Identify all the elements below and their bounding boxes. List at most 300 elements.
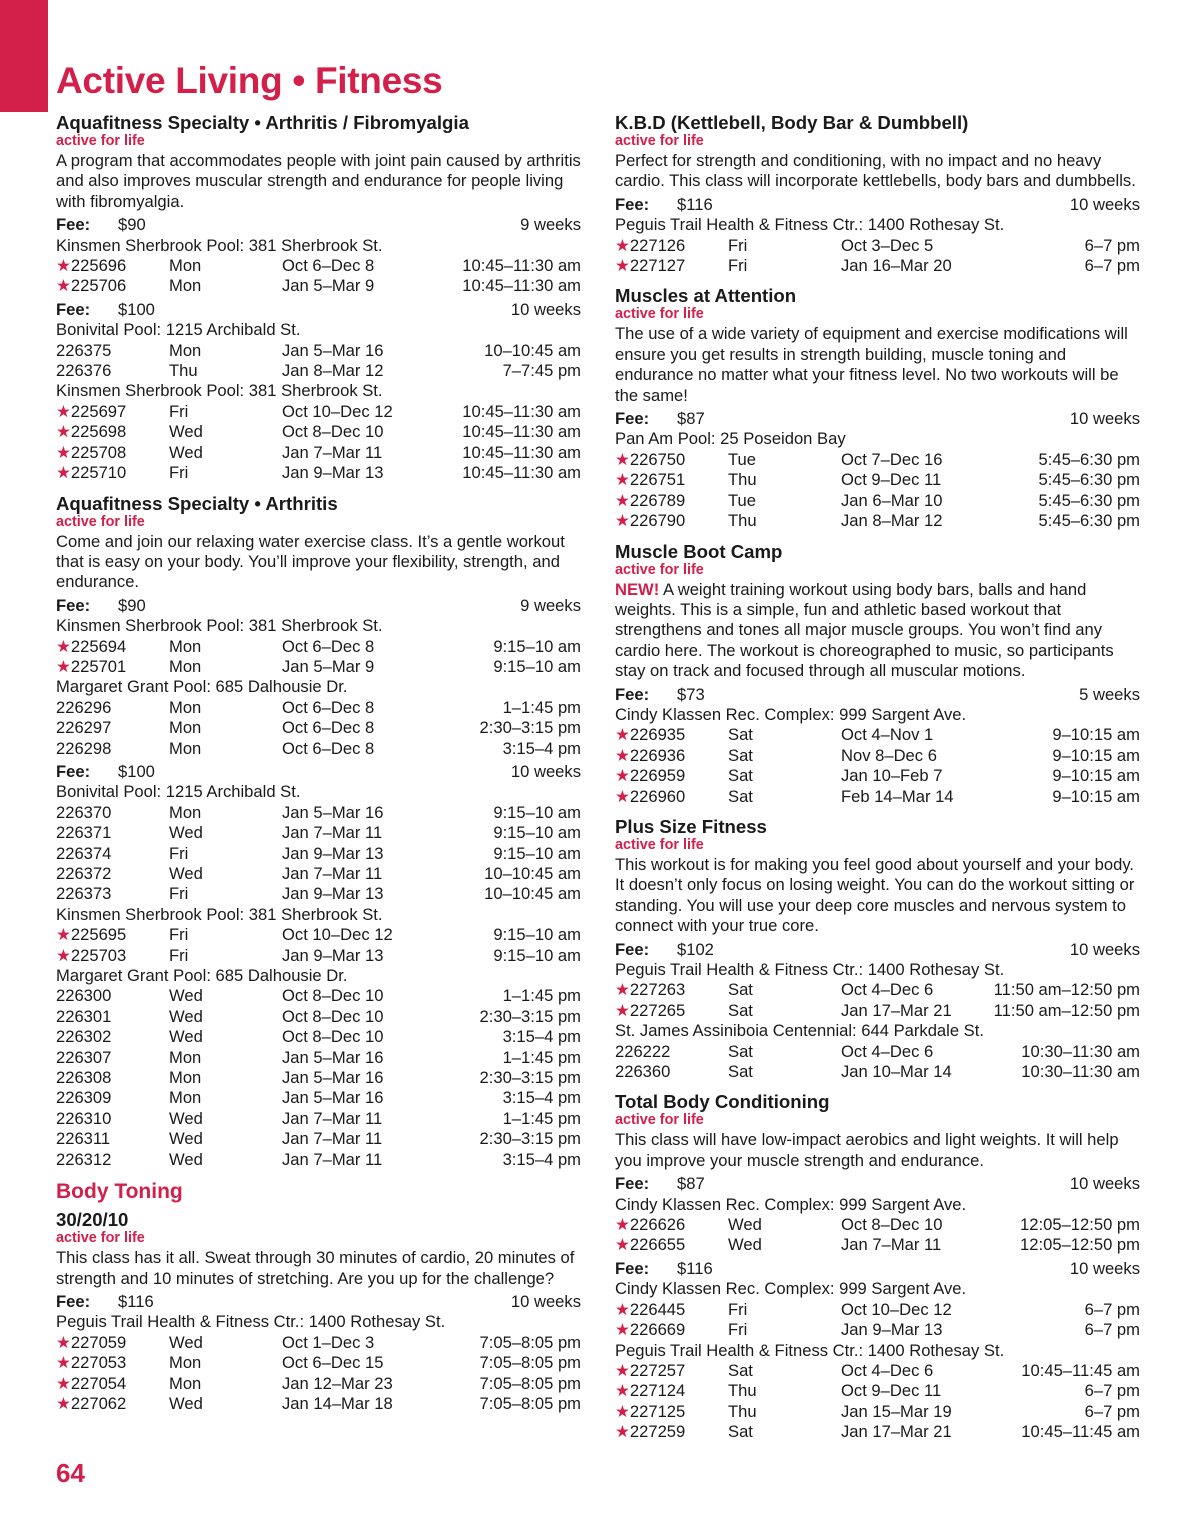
star-icon: ★ [56,925,71,945]
fee-amount: $90 [118,595,146,615]
dates: Jan 8–Mar 12 [841,511,943,531]
fee-row [56,215,581,235]
duration: 10 weeks [1069,409,1140,429]
session-row [615,450,1140,470]
time: 9:15–10 am [493,823,581,843]
dates: Oct 6–Dec 8 [282,256,375,276]
session-row [56,256,581,276]
active-for-life-tag: active for life [615,836,704,853]
day: Wed [169,1332,203,1352]
fee-amount: $90 [118,215,146,235]
time: 7:05–8:05 pm [479,1393,581,1413]
session-row [615,787,1140,807]
code-number: 225695 [70,925,127,945]
course-title: Muscles at Attention [615,285,797,307]
code-number: 226302 [56,1027,112,1047]
course-code [615,980,728,1000]
session-row [56,402,581,422]
dates: Oct 4–Dec 6 [841,980,934,1000]
course-description [56,1248,581,1289]
location-name: Margaret Grant Pool: 685 Dalhousie Dr. [56,966,348,986]
time: 6–7 pm [1084,1401,1140,1421]
session-row [56,276,581,296]
course-code [56,884,169,904]
new-badge: NEW! [615,579,660,599]
dates: Jan 9–Mar 13 [841,1320,943,1340]
fee-amount: $87 [677,409,705,429]
dates: Jan 5–Mar 16 [282,802,384,822]
location-name: Peguis Trail Health & Fitness Ctr.: 1400 Rothesay St. [615,215,1005,235]
duration: 10 weeks [1069,1258,1140,1278]
location-name: Kinsmen Sherbrook Pool: 381 Sherbrook St. [56,381,383,401]
location-name: Bonivital Pool: 1215 Archibald St. [56,320,301,340]
course-description [615,151,1140,192]
duration: 5 weeks [1079,684,1140,704]
course-block [56,112,581,484]
fee-info [56,762,155,782]
time: 11:50 am–12:50 pm [993,1000,1140,1020]
day: Thu [728,1401,757,1421]
day: Thu [728,511,757,531]
session-row [56,637,581,657]
day: Mon [169,1088,202,1108]
day: Mon [169,276,202,296]
session-row [56,1353,581,1373]
description-text: Perfect for strength and conditioning, with no impact and no heavy cardio. This class will incorporate kettlebells, body bars and dumbbells. [615,151,1136,191]
active-for-life-tag: active for life [615,133,704,149]
fee-amount: $102 [677,939,714,959]
session-row [615,1300,1140,1320]
day: Mon [169,802,202,822]
course-title: 30/20/10 [56,1209,129,1231]
day: Wed [169,864,203,883]
course-code [615,1062,728,1082]
time: 9–10:15 am [1052,725,1140,745]
active-for-life-tag: active for life [56,513,145,530]
session-row [56,1088,581,1108]
description-text: A weight training workout using body bars, balls and hand weights. This is a simple, fun and athletic based workout that strengthens and tones all major muscle groups. You won’t find any cardio here. The workout is choreographed to music, so participants stay on track and focused through all muscular motions. [615,579,1114,681]
day: Mon [169,340,202,360]
day: Thu [169,361,198,381]
location-name: Kinsmen Sherbrook Pool: 381 Sherbrook St. [56,616,383,636]
course-code [56,256,169,276]
fee-amount: $100 [118,761,155,781]
dates: Jan 5–Mar 16 [282,1068,384,1088]
course-code [615,1422,728,1442]
description-text: Come and join our relaxing water exercise class. It’s a gentle workout that is easy on your body. You’ll improve your flexibility, strength, and endurance. [56,531,565,592]
code-number: 226370 [56,802,112,822]
time: 10:45–11:30 am [462,401,581,421]
dates: Jan 9–Mar 13 [282,884,384,904]
fee-info [56,215,146,235]
time: 3:15–4 pm [502,1027,581,1047]
code-number: 226311 [56,1129,111,1149]
star-icon: ★ [56,1353,71,1373]
time: 10:45–11:30 am [462,256,581,276]
star-icon: ★ [615,1235,630,1255]
day: Sat [728,725,753,745]
day: Sat [728,1360,753,1380]
code-number: 226750 [629,449,686,469]
session-row [615,1320,1140,1340]
day: Wed [728,1215,762,1235]
code-number: 226222 [615,1041,671,1061]
day: Mon [169,1373,202,1393]
fee-label: Fee: [56,299,91,319]
dates: Oct 10–Dec 12 [282,401,393,421]
session-row [56,1129,581,1149]
time: 9:15–10 am [493,802,581,822]
star-icon: ★ [56,1373,71,1393]
session-row [56,1027,581,1047]
dates: Jan 17–Mar 21 [841,1422,952,1442]
session-row [615,1361,1140,1381]
time: 6–7 pm [1084,256,1140,276]
code-number: 226751 [629,470,686,490]
time: 1–1:45 pm [502,1047,581,1067]
time: 1–1:45 pm [502,986,581,1006]
page-title: Active Living • Fitness [56,60,443,101]
course-title: Plus Size Fitness [615,815,767,837]
course-code [56,443,169,463]
code-number: 226376 [56,361,112,381]
star-icon: ★ [615,256,630,276]
star-icon: ★ [615,1215,630,1235]
code-number: 226371 [56,823,112,843]
course-code [56,986,169,1006]
dates: Jan 17–Mar 21 [841,1000,952,1020]
day: Thu [728,470,757,490]
dates: Oct 8–Dec 10 [282,986,384,1006]
fee-amount: $100 [118,299,155,319]
course-code [56,341,169,361]
code-number: 226960 [629,786,686,806]
session-row [56,443,581,463]
code-number: 226935 [629,725,686,745]
time: 7:05–8:05 pm [479,1373,581,1393]
day: Fri [728,1299,748,1319]
code-number: 227126 [629,235,686,255]
time: 3:15–4 pm [502,1088,581,1108]
time: 10:45–11:45 am [1021,1422,1140,1442]
day: Wed [169,422,203,442]
star-icon: ★ [56,442,71,462]
star-icon: ★ [56,656,71,676]
course-code [56,1353,169,1373]
fee-amount: $116 [677,194,713,214]
course-code [56,864,169,884]
star-icon: ★ [615,1401,630,1421]
day: Mon [169,256,202,276]
course-code [56,657,169,677]
dates: Jan 16–Mar 20 [841,256,952,276]
time: 5:45–6:30 pm [1038,490,1140,510]
course-code [56,844,169,864]
code-number: 227053 [70,1353,127,1373]
day: Fri [169,945,189,965]
section-heading: Body Toning [56,1180,183,1204]
session-row [615,725,1140,745]
time: 10:45–11:45 am [1021,1360,1140,1380]
course-code [56,402,169,422]
code-number: 227127 [629,256,686,276]
course-code [56,637,169,657]
session-row [615,1215,1140,1235]
session-row [615,1422,1140,1442]
time: 10:30–11:30 am [1021,1041,1140,1061]
dates: Oct 4–Dec 6 [841,1041,934,1061]
day: Tue [728,449,756,469]
fee-label: Fee: [615,939,650,959]
fee-info [615,940,714,960]
course-code [615,450,728,470]
duration: 10 weeks [510,299,581,319]
day: Fri [169,401,189,421]
location-name: Bonivital Pool: 1215 Archibald St. [56,782,301,802]
dates: Oct 4–Dec 6 [841,1360,934,1380]
dates: Oct 8–Dec 10 [841,1215,943,1235]
code-number: 227062 [70,1393,127,1413]
day: Mon [169,1353,202,1373]
day: Wed [169,1393,203,1413]
day: Wed [169,1006,203,1026]
session-row [615,1001,1140,1021]
session-row [615,766,1140,786]
day: Wed [728,1235,762,1255]
day: Fri [728,1320,748,1340]
day: Fri [169,843,189,863]
code-number: 227124 [629,1381,686,1401]
session-row [56,823,581,843]
session-row [56,341,581,361]
location-name: Peguis Trail Health & Fitness Ctr.: 1400 Rothesay St. [56,1312,446,1332]
code-number: 226298 [56,738,112,758]
code-number: 225697 [70,401,127,421]
time: 9–10:15 am [1052,745,1140,765]
code-number: 225703 [70,945,127,965]
fee-label: Fee: [615,194,650,214]
dates: Jan 7–Mar 11 [282,1108,383,1128]
time: 1–1:45 pm [502,1108,581,1128]
active-for-life-tag: active for life [56,1230,145,1247]
code-number: 226445 [629,1299,686,1319]
dates: Jan 5–Mar 9 [282,276,375,296]
fee-amount: $116 [677,1258,713,1278]
code-number: 225710 [70,463,127,483]
dates: Jan 7–Mar 11 [282,864,383,883]
star-icon: ★ [56,945,71,965]
time: 5:45–6:30 pm [1038,511,1140,531]
day: Mon [169,718,202,738]
time: 10:45–11:30 am [462,463,581,483]
fee-info [615,409,705,429]
day: Wed [169,986,203,1006]
star-icon: ★ [56,636,71,656]
duration: 9 weeks [520,215,581,235]
time: 6–7 pm [1084,235,1140,255]
code-number: 227259 [629,1422,686,1442]
session-row [615,511,1140,531]
active-for-life-tag: active for life [615,1112,704,1129]
location-name: Kinsmen Sherbrook Pool: 381 Sherbrook St. [56,904,383,924]
fee-row [56,596,581,616]
fee-label: Fee: [615,684,650,704]
dates: Jan 7–Mar 11 [282,1129,383,1149]
star-icon: ★ [615,470,630,490]
course-code [56,1088,169,1108]
day: Sat [728,1000,753,1020]
active-for-life-tag: active for life [615,561,704,578]
code-number: 226936 [629,745,686,765]
course-description [56,532,581,593]
fee-label: Fee: [56,595,91,615]
dates: Jan 10–Feb 7 [841,766,943,786]
session-row [56,986,581,1006]
course-description [615,580,1140,682]
session-row [56,1374,581,1394]
time: 9:15–10 am [493,636,581,656]
fee-amount: $87 [677,1174,705,1194]
description-text: This workout is for making you feel good about yourself and your body. It doesn’t only focus on losing weight. You can do the workout sitting or standing. You will use your deep core muscles and nervous system to connect with your true core. [615,854,1135,936]
fee-info [615,195,713,215]
time: 2:30–3:15 pm [479,1006,581,1026]
session-row [56,803,581,823]
course-code [56,925,169,945]
course-code [56,1109,169,1129]
code-number: 226309 [56,1088,112,1108]
duration: 10 weeks [1069,194,1140,214]
session-row [56,422,581,442]
code-number: 226374 [56,843,112,863]
dates: Oct 8–Dec 10 [282,1006,384,1026]
description-text: The use of a wide variety of equipment and exercise modifications will ensure you get results in strength building, muscle toning and endurance no matter what your fitness level. No two workouts will be the same! [615,324,1128,405]
dates: Jan 9–Mar 13 [282,463,384,483]
session-row [56,864,581,884]
dates: Jan 14–Mar 18 [282,1393,393,1413]
course-block [56,493,581,1171]
dates: Oct 6–Dec 8 [282,718,375,738]
session-row [615,491,1140,511]
time: 9–10:15 am [1052,786,1140,806]
course-code [615,1381,728,1401]
course-code [615,1402,728,1422]
course-title: Muscle Boot Camp [615,540,783,562]
day: Wed [169,1027,203,1047]
fee-label: Fee: [615,1174,650,1194]
session-row [56,925,581,945]
course-code [56,1333,169,1353]
day: Fri [728,235,748,255]
time: 9:15–10 am [493,843,581,863]
dates: Jan 5–Mar 16 [282,1047,384,1067]
location-name: Pan Am Pool: 25 Poseidon Bay [615,429,846,449]
session-row [56,698,581,718]
course-code [615,236,728,256]
session-row [56,1150,581,1170]
day: Fri [169,925,189,945]
day: Fri [169,463,189,483]
dates: Jan 9–Mar 13 [282,945,384,965]
session-row [56,946,581,966]
fee-info [615,1174,705,1194]
course-code [56,1048,169,1068]
course-title: Aquafitness Specialty • Arthritis / Fibromyalgia [56,112,469,133]
dates: Oct 6–Dec 8 [282,697,375,717]
star-icon: ★ [615,1299,630,1319]
day: Mon [169,1047,202,1067]
session-row [615,236,1140,256]
course-code [615,470,728,490]
session-row [615,470,1140,490]
course-code [615,491,728,511]
left-column [56,108,581,1423]
right-column [615,108,1140,1452]
course-code [56,422,169,442]
time: 9:15–10 am [493,656,581,676]
time: 10–10:45 am [484,864,581,883]
day: Mon [169,656,202,676]
day: Sat [728,1062,753,1082]
dates: Jan 7–Mar 11 [282,442,383,462]
dates: Oct 8–Dec 10 [282,422,384,442]
dates: Jan 15–Mar 19 [841,1401,952,1421]
code-number: 226373 [56,884,112,904]
time: 3:15–4 pm [502,738,581,758]
fee-row [56,1292,581,1312]
session-row [56,718,581,738]
time: 9–10:15 am [1052,766,1140,786]
code-number: 225698 [70,422,127,442]
day: Sat [728,745,753,765]
duration: 10 weeks [1069,939,1140,959]
course-block [56,1179,581,1414]
code-number: 225696 [70,256,127,276]
day: Wed [169,1149,203,1169]
fee-amount: $73 [677,684,705,704]
location-name: Cindy Klassen Rec. Complex: 999 Sargent Ave. [615,1194,967,1214]
duration: 10 weeks [510,1291,581,1311]
location-name: Kinsmen Sherbrook Pool: 381 Sherbrook St. [56,235,383,255]
course-code [56,1374,169,1394]
day: Mon [169,697,202,717]
course-code [56,276,169,296]
code-number: 226360 [615,1062,671,1082]
dates: Jan 9–Mar 13 [282,843,384,863]
day: Wed [169,1108,203,1128]
session-row [56,463,581,483]
time: 7:05–8:05 pm [479,1353,581,1373]
section-color-tab [0,0,48,112]
day: Sat [728,1422,753,1442]
fee-label: Fee: [56,1291,91,1311]
star-icon: ★ [615,745,630,765]
day: Wed [169,442,203,462]
course-code [615,746,728,766]
course-code [615,256,728,276]
code-number: 227263 [629,980,686,1000]
day: Wed [169,823,203,843]
course-code [56,739,169,759]
star-icon: ★ [615,1320,630,1340]
time: 10–10:45 am [484,884,581,904]
dates: Oct 6–Dec 8 [282,636,375,656]
description-text: This class has it all. Sweat through 30 minutes of cardio, 20 minutes of strength and 10 minutes of stretching. Are you up for the challenge? [56,1248,575,1288]
course-block [615,1091,1140,1442]
dates: Oct 1–Dec 3 [282,1332,375,1352]
time: 7:05–8:05 pm [479,1332,581,1352]
course-code [56,823,169,843]
course-code [56,718,169,738]
